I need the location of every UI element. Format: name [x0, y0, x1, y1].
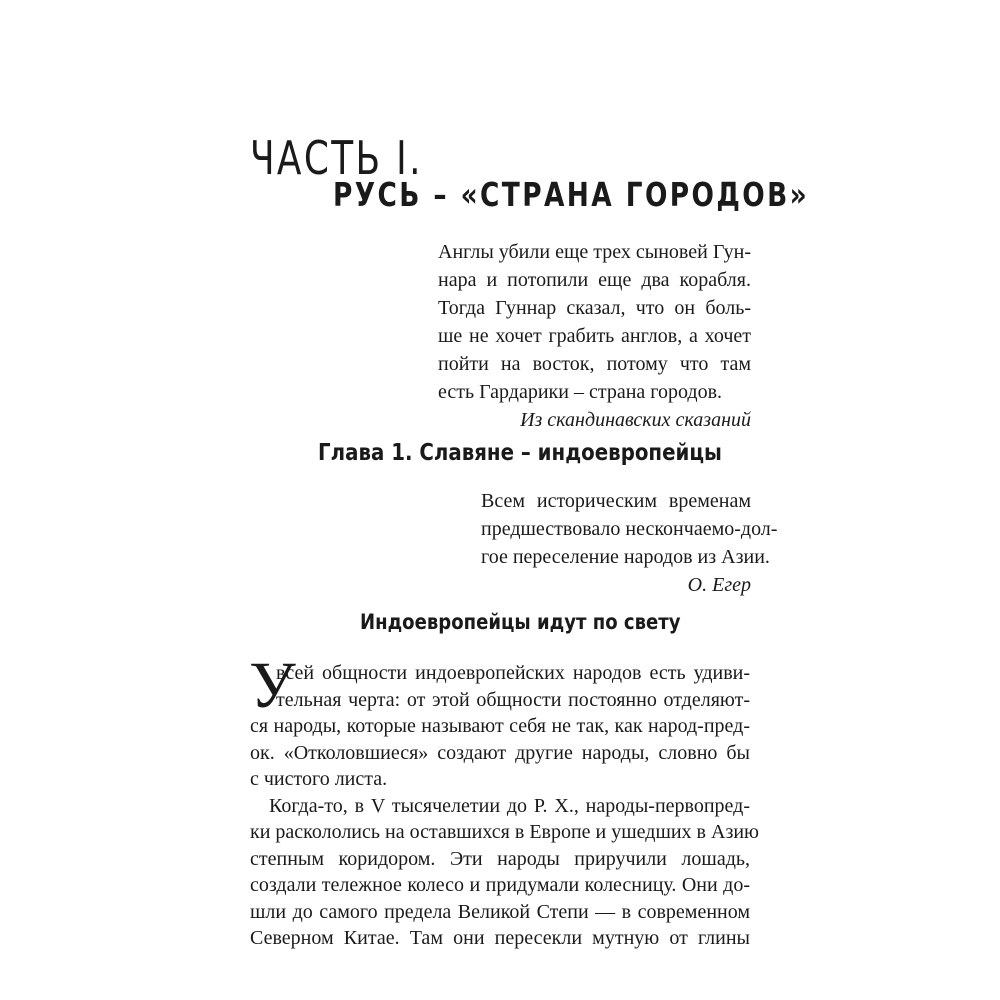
epigraph-line: предшествовало нескончаемо-дол- [481, 518, 778, 540]
epigraph-line: гое переселение народов из Азии. [481, 546, 770, 568]
epigraph-line: нара и потопили еще два корабля. [438, 269, 751, 291]
epigraph-line: ше не хочет грабить англов, а хочет [438, 325, 751, 347]
paragraph-line: шли до самого предела Великой Степи — в современном [250, 900, 750, 923]
epigraph-line: пойти на восток, потому что там [438, 353, 751, 375]
epigraph-line: Тогда Гуннар сказал, что он боль- [438, 297, 751, 319]
part-title: ЧАСТЬ I. [250, 131, 423, 185]
epigraph-eger [481, 487, 778, 599]
drop-cap: У [249, 649, 296, 722]
epigraph-attribution: О. Егер [687, 574, 751, 596]
paragraph-line: ки раскололись на оставшихся в Европе и ушедших в Азию [250, 821, 759, 843]
epigraph-attribution: Из скандинавских сказаний [520, 409, 751, 431]
paragraph-line: создали тележное колесо и придумали колесницу. Они до- [250, 874, 750, 896]
paragraph-line: ся народы, которые называют себя не так, как народ-пред- [250, 715, 750, 737]
paragraph-line: всей общности индоевропейских народов есть удиви- [276, 662, 750, 684]
paragraph-line: тельная черта: от этой общности постоянно отделяют- [276, 688, 750, 711]
epigraph-line: есть Гардарики – страна городов. [438, 381, 723, 403]
paragraph-line: Когда-то, в V тысячелетии до Р. Х., народы-первопред- [269, 794, 750, 817]
paragraph-line: с чистого листа. [250, 768, 388, 790]
section-heading: Индоевропейцы идут по свету [360, 610, 681, 634]
part-subtitle: РУСЬ – «СТРАНА ГОРОДОВ» [333, 175, 810, 214]
paragraph-line: степным коридором. Эти народы приручили лошадь, [250, 847, 750, 870]
paragraph-line: ок. «Отколовшиеся» создают другие народы, словно бы [250, 741, 750, 764]
chapter-heading: Глава 1. Славяне – индоевропейцы [318, 440, 722, 466]
epigraph-line: Англы убили еще трех сыновей Гун- [438, 241, 751, 263]
epigraph-line: Всем историческим временам [481, 490, 751, 512]
body-text [250, 660, 759, 952]
paragraph-line: Северном Китае. Там они пересекли мутную от глины [250, 927, 750, 949]
epigraph-scandinavian [438, 238, 751, 434]
